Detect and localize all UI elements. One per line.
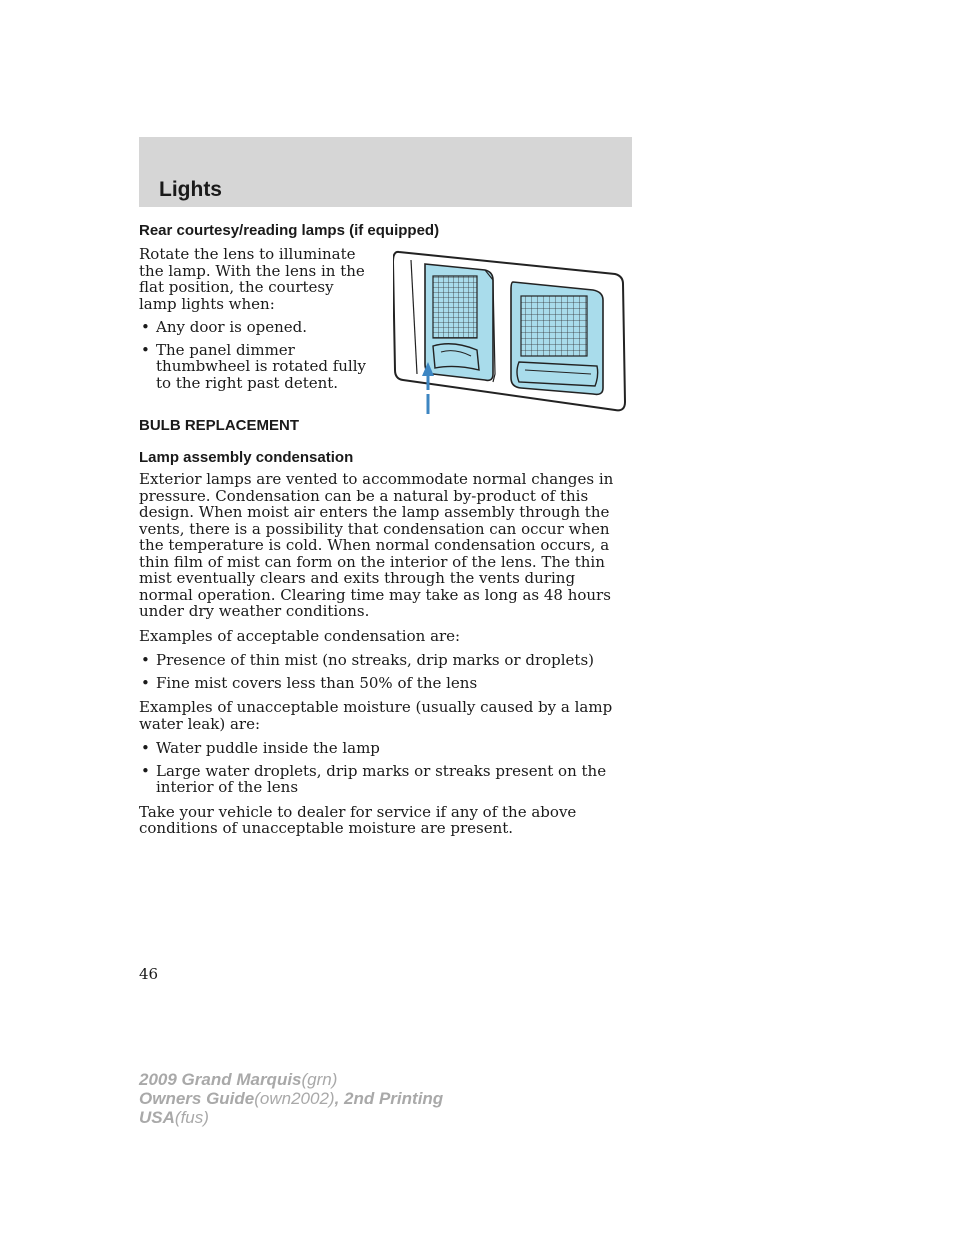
condensation-paragraph: Exterior lamps are vented to accommodate normal changes in pressure. Condensation can be a natural by-product of this design. When moist air enters the lamp assembly through the vents, there is a possibility that condensation can occur when the temperature is cold. When normal condensation occurs, a thin film of mist can form on the interior of the lens. The thin mist eventually clears and exits through the vents during normal operation. Clearing time may take as long as 48 hours under dry weather conditions. [139,470,614,620]
left-lamp-grid [433,276,477,338]
footer-model: 2009 Grand Marquis [139,1070,302,1089]
footer-region: USA [139,1108,175,1127]
courtesy-lamp-illustration [393,242,629,420]
section-header-band [139,137,632,207]
footer-line-3 [139,1108,443,1127]
footer-printing: , 2nd Printing [334,1089,444,1108]
list-item: • Any door is opened. [139,319,375,336]
courtesy-lamps-list [139,319,375,391]
footer-region-code: (fus) [174,1108,209,1127]
page-number: 46 [139,965,159,983]
acceptable-intro: Examples of acceptable condensation are: [139,626,461,645]
footer-guide: Owners Guide [139,1089,255,1108]
closing-paragraph: Take your vehicle to dealer for service if any of the above conditions of unacceptable moisture are present. [139,802,577,837]
unacceptable-list [139,740,632,796]
list-item: • Large water droplets, drip marks or streaks present on the interior of the lens [139,763,632,796]
list-item: • Water puddle inside the lamp [139,740,632,757]
courtesy-lamps-intro: Rotate the lens to illuminate the lamp. With the lens in the flat position, the courtesy lamp lights when: [139,245,365,313]
footer-line-2 [139,1089,443,1108]
list-item: • Presence of thin mist (no streaks, drip marks or droplets) [139,652,632,669]
unacceptable-intro: Examples of unacceptable moisture (usually caused by a lamp water leak) are: [139,698,613,733]
condensation-heading: Lamp assembly condensation [139,449,354,466]
footer-guide-code: (own2002) [254,1089,335,1108]
acceptable-list [139,652,632,691]
left-lamp-thumb-tab [433,344,479,370]
document-footer [139,1070,443,1127]
list-item: • The panel dimmer thumbwheel is rotated fully to the right past detent. [139,342,375,392]
courtesy-lamps-heading: Rear courtesy/reading lamps (if equipped) [139,222,440,239]
list-item: • Fine mist covers less than 50% of the lens [139,675,632,692]
footer-model-code: (grn) [301,1070,338,1089]
bulb-replacement-heading: BULB REPLACEMENT [139,417,299,434]
right-lamp-grid [521,296,587,356]
footer-line-1 [139,1070,443,1089]
section-title: Lights [159,178,222,201]
